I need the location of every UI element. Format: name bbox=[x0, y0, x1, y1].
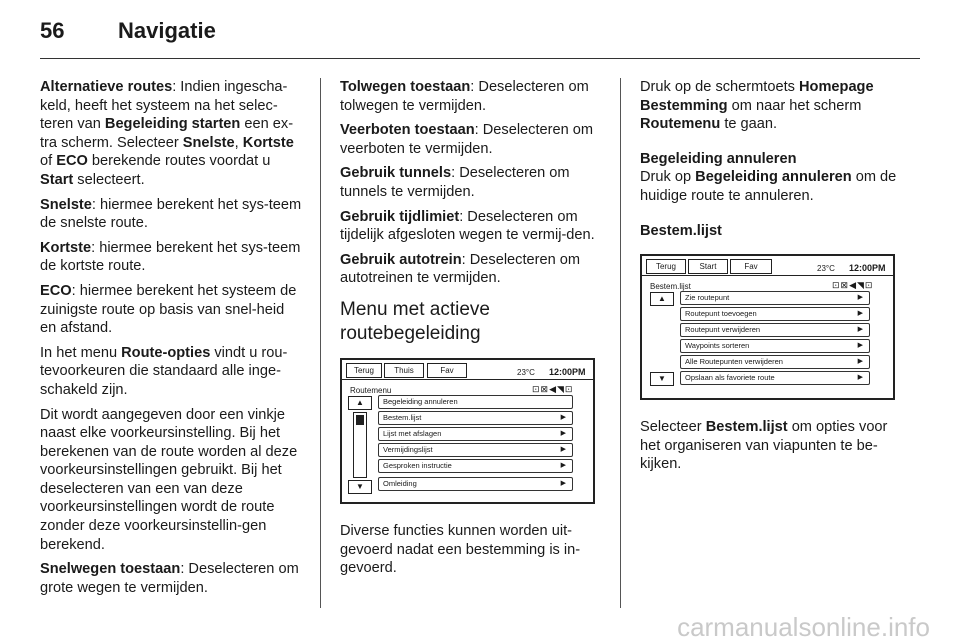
scroll-up-button[interactable]: ▲ bbox=[348, 396, 372, 410]
chevron-right-icon: ▶ bbox=[560, 445, 566, 453]
scroll-down-button[interactable]: ▼ bbox=[650, 372, 674, 386]
column-2 bbox=[340, 78, 602, 584]
paragraph-cancel-guidance: Druk op Begeleiding annuleren om de huidige route te annuleren. bbox=[640, 169, 897, 204]
paragraph-timelimit: Gebruik tijdlimiet: Deselecteren om tijdelijk afgesloten wegen te vermij-den. bbox=[340, 208, 595, 244]
page-title: Navigatie bbox=[118, 18, 216, 43]
menu-item-save-favorite-route[interactable]: Opslaan als favoriete route ▶ bbox=[680, 371, 870, 385]
paragraph-highways: Snelwegen toestaan: Deselecteren om grote wegen te vermijden. bbox=[40, 561, 299, 596]
menu-item-sort-waypoints[interactable]: Waypoints sorteren ▶ bbox=[680, 339, 870, 353]
paragraph-tunnels: Gebruik tunnels: Deselecteren om tunnels te vermijden. bbox=[340, 165, 570, 200]
menu-item-cancel-guidance[interactable]: Begeleiding annuleren bbox=[378, 395, 573, 409]
paragraph-route-options: In het menu Route-opties vindt u rou-tevoorkeuren die standaard alle inge-schakeld zijn. bbox=[40, 344, 288, 398]
paragraph-checkmark: Dit wordt aangegeven door een vinkje naast elke voorkeursinstelling. Bij het berekenen van de route worden al deze voorkeursinstellingen gebruikt. Bij het deselecteren van een van deze voorkeursinstellingen wordt de route zonder deze voorkeursinstellin-gen berekend. bbox=[40, 406, 298, 553]
scroll-down-button[interactable]: ▼ bbox=[348, 480, 372, 494]
menu-item-view-waypoint[interactable]: Zie routepunt ▶ bbox=[680, 291, 870, 305]
paragraph-cartrain: Gebruik autotrein: Deselecteren om autotreinen te vermijden. bbox=[340, 251, 581, 287]
clock: 12:00PM bbox=[849, 263, 886, 274]
paragraph-select-destination-list: Selecteer Bestem.lijst om opties voor het organiseren van viapunten te be-kijken. bbox=[640, 419, 888, 473]
chevron-right-icon: ▶ bbox=[857, 326, 863, 334]
fav-button[interactable]: Fav bbox=[730, 259, 772, 274]
subheading-destination-list: Bestem.lijst bbox=[640, 222, 722, 239]
start-button[interactable]: Start bbox=[688, 259, 728, 274]
watermark-url: carmanualsonline.info bbox=[677, 612, 930, 642]
page-header bbox=[40, 18, 920, 60]
menu-item-delete-waypoint[interactable]: Routepunt verwijderen ▶ bbox=[680, 323, 870, 337]
scrollbar-thumb[interactable] bbox=[356, 415, 364, 425]
chevron-right-icon: ▶ bbox=[560, 429, 566, 437]
chevron-right-icon: ▶ bbox=[857, 310, 863, 318]
paragraph-fastest: Snelste: hiermee berekent het sys-teem de snelste route. bbox=[40, 196, 302, 232]
paragraph-tollroads: Tolwegen toestaan: Deselecteren om tolwegen te vermijden. bbox=[340, 79, 589, 114]
column-divider bbox=[620, 78, 621, 608]
clock: 12:00PM bbox=[549, 366, 586, 377]
scrollbar[interactable] bbox=[353, 412, 367, 478]
header-rule bbox=[40, 58, 920, 59]
paragraph-ferries: Veerboten toestaan: Deselecteren om veerboten te vermijden. bbox=[340, 122, 594, 157]
chevron-right-icon: ▶ bbox=[560, 413, 566, 421]
column-divider bbox=[320, 78, 321, 608]
back-button[interactable]: Terug bbox=[646, 259, 686, 274]
menu-item-voice-instruction[interactable]: Gesproken instructie ▶ bbox=[378, 459, 573, 473]
paragraph-alternative-routes: Alternatieve routes: Indien ingescha-keld, heeft het systeem na het selec-teren van Begeleiding starten een ex-tra scherm. Selecteer Snelste, Kortste of ECO berekende routes voordat u Start selecteert. bbox=[40, 79, 294, 188]
destination-list-screen bbox=[640, 254, 895, 400]
paragraph-shortest: Kortste: hiermee berekent het sys-teem de kortste route. bbox=[40, 239, 301, 275]
paragraph-homepage: Druk op de schermtoets Homepage Bestemming om naar het scherm Routemenu te gaan. bbox=[640, 79, 874, 133]
subheading-cancel-guidance: Begeleiding annuleren bbox=[640, 150, 797, 167]
column-1 bbox=[40, 78, 302, 603]
fav-button[interactable]: Fav bbox=[427, 363, 467, 378]
column-3 bbox=[640, 78, 902, 480]
chevron-right-icon: ▶ bbox=[857, 374, 863, 382]
temperature: 23°C bbox=[517, 367, 535, 377]
menu-item-destination-list[interactable]: Bestem.lijst ▶ bbox=[378, 411, 573, 425]
menu-item-detour[interactable]: Omleiding ▶ bbox=[378, 477, 573, 491]
page-number: 56 bbox=[40, 18, 65, 43]
screen-title: Routemenu bbox=[350, 385, 392, 395]
scroll-up-button[interactable]: ▲ bbox=[650, 292, 674, 306]
menu-item-add-waypoint[interactable]: Routepunt toevoegen ▶ bbox=[680, 307, 870, 321]
menu-item-delete-all-waypoints[interactable]: Alle Routepunten verwijderen ▶ bbox=[680, 355, 870, 369]
temperature: 23°C bbox=[817, 264, 835, 274]
chevron-right-icon: ▶ bbox=[560, 479, 566, 487]
route-menu-screen bbox=[340, 358, 595, 504]
status-icons: ⊡⊠◀◥⊡ bbox=[532, 383, 574, 394]
chevron-right-icon: ▶ bbox=[857, 342, 863, 350]
section-heading: Menu met actieve routebegeleiding bbox=[340, 298, 490, 344]
home-button[interactable]: Thuis bbox=[384, 363, 424, 378]
chevron-right-icon: ▶ bbox=[857, 358, 863, 366]
screen-title: Bestem.lijst bbox=[650, 282, 691, 292]
menu-item-avoid-list[interactable]: Vermijdingslijst ▶ bbox=[378, 443, 573, 457]
menu-item-turn-list[interactable]: Lijst met afslagen ▶ bbox=[378, 427, 573, 441]
status-icons: ⊡⊠◀◥⊡ bbox=[832, 280, 874, 291]
chevron-right-icon: ▶ bbox=[560, 461, 566, 469]
back-button[interactable]: Terug bbox=[346, 363, 382, 378]
chevron-right-icon: ▶ bbox=[857, 294, 863, 302]
paragraph-eco: ECO: hiermee berekent het systeem de zuinigste route op basis van snel-heid en afstand. bbox=[40, 282, 297, 337]
paragraph-functions: Diverse functies kunnen worden uit-gevoerd nadat een bestemming is in-gevoerd. bbox=[340, 522, 581, 577]
